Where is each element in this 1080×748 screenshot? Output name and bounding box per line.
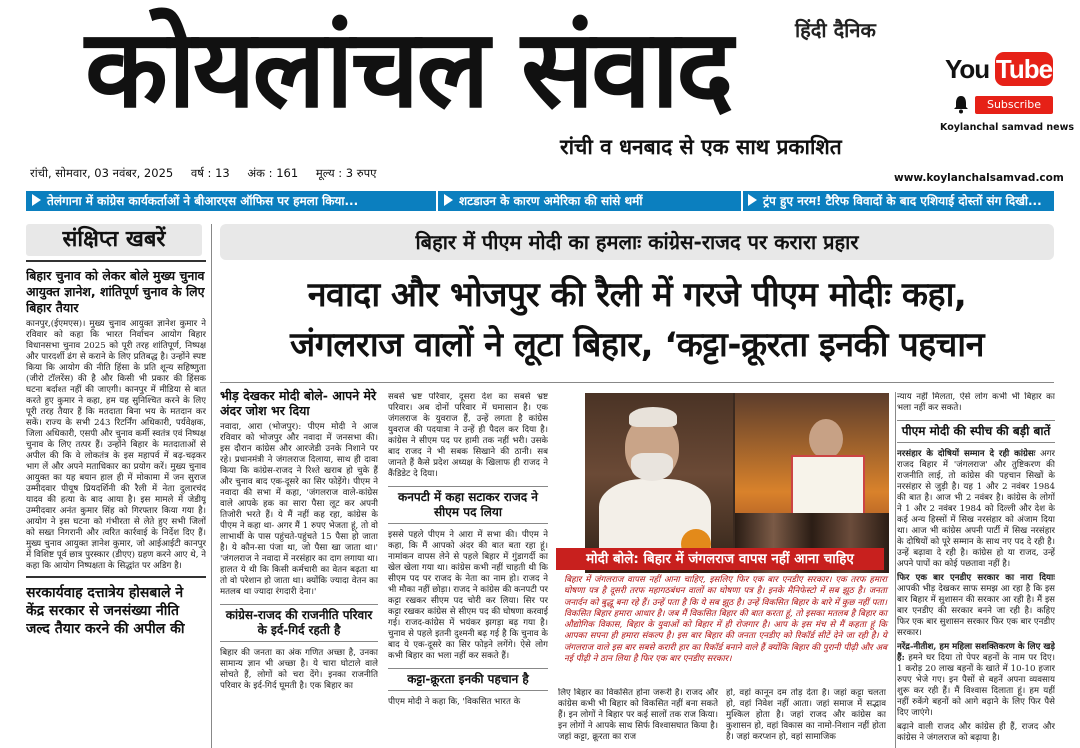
play-arrow-icon: [444, 194, 453, 206]
ticker-item[interactable]: तेलंगाना में कांग्रेस कार्यकर्ताओं ने बीआरएस ऑफिस पर हमला किया...: [32, 191, 358, 211]
column-body: पीएम मोदी ने कहा कि, 'विकसित भारत के: [388, 697, 521, 707]
place-date: रांची, सोमवार, 03 नवंबर, 2025: [30, 166, 174, 180]
column-body: न्याय नहीं मिलता, ऐसे लोग कभी भी बिहार का भला नहीं कर सकते।: [897, 392, 1055, 413]
section-headline: भीड़ देखकर मोदी बोले- आपने मेरे अंदर जोश भर दिया: [220, 388, 377, 418]
highlight-point: नरसंहार के दोषियों सम्मान दे रही कांग्रेसः अगर राजद बिहार में 'जंगलराज' और तुष्टिकरण की राजनीति लाई, तो कांग्रेस की पहचान सिखों के नरसंहार से जुड़ी है। यह 1 और 2 नवंबर 1984 की बात है। आज भी 2 नवंबर है। कांग्रेस के लोगों ने 1 और 2 नवंबर 1984 को दिल्ली और देश के कई अन्य हिस्सों में सिख नरसंहार को अंजाम दिया था। आज भी कांग्रेस अपनी पार्टी में सिख नरसंहार के दोषियों को पूरे सम्मान के साथ नए पद दे रही है। उन्हें बढ़ावा दे रही है। कांग्रेस हो या राजद, उन्हें अपने पापों का कोई पछतावा नहीं है।: [897, 449, 1055, 569]
brief-story-body: कानपुर,(ईएमएस)। मुख्य चुनाव आयुक्त ज्ञानेश कुमार ने रविवार को कहा कि भारत निर्वाचन आयोग बिहार विधानसभा चुनाव 2025 को पूरी तरह शांतिपूर्ण, निष्पक्ष और पारदर्शी ढंग से कराने के लिए प्रतिबद्ध है। उन्होंने स्पष्ट किया कि आयोग की नीति हिंसा के प्रति शून्य सहिष्णुता (जीरो टॉलरेंस) की है और किसी भी प्रकार की हिंसक घटना बर्दाश्त नहीं की जाएगी। कानपुर में मीडिया से बात करते हुए कुमार ने कहा, हम यह सुनिश्चित करने के लिए पूरी तरह तैयार हैं कि मतदाता बिना भय के मतदान कर सकें। राज्य के सभी 243 रिटर्निंग अधिकारी, पर्यवेक्षक, जिला अधिकारी, एसपी और चुनाव कर्मी स्वतंत्र एवं निष्पक्ष चुनाव के लिए तत्पर हैं। उन्होंने बिहार के मतदाताओं से अपील की कि वे लोकतंत्र के इस महापर्व में बढ़-चढ़कर भाग लें और अपने मताधिकार का प्रयोग करें। मुख्य चुनाव आयुक्त का यह बयान हाल ही में मोकामा में जन सुराज उम्मीदवार पीयूष प्रियदर्शिनी की रैली में नेता दुलारचंद यादव की हत्या के बाद आया है। इस मामले में जेडीयू उम्मीदवार अनंत कुमार सिंह को गिरफ्तार किया गया है। आयोग ने इस घटना को गंभीरता से लेते हुए सभी जिलों को सख्त निगरानी और त्वरित कार्रवाई के निर्देश दिए हैं। मुख्य चुनाव आयुक्त ज्ञानेश कुमार, जो आईआईटी कानपुर में विशिष्ट पूर्व छात्र पुरस्कार (डीएए) ग्रहण करने आए थे, ने कहा कि आयोग निष्पक्षता के सिद्धांत पर अडिग है।: [26, 319, 206, 571]
subheading: कनपटी में कहा सटाकर राजद ने सीएम पद लिया: [388, 486, 548, 524]
column-body: बिहार की जनता का अंक गणित अच्छा है, उनका सामान्य ज्ञान भी अच्छा है। ये चारा घोटाले वाले सोचते हैं, लोगों को चरा देंगे। इनका राजनीति परिवार के इर्द-गिर्द घूमती है। एक बिहार का: [220, 648, 378, 691]
column-body: लिए बिहार का विकसित होना जरूरी है। राजद और कांग्रेस कभी भी बिहार को विकसित नहीं बना सकते हैं। इन लोगों ने बिहार पर कई सालों तक राज किया। इन लोगों ने आपके साथ सिर्फ विश्वासघात किया है। जहां कट्टा, क्रूरता का राज: [558, 688, 718, 742]
column-rule: [211, 224, 212, 748]
ticker-divider: [741, 191, 743, 211]
column-body: हो, वहां कानून दम तोड़ देता है। जहां कट्टा चलता हो, वहां निवेश नहीं आता। जहां समाज में सद्भाव मुश्किल होता है। जहां राजद और कांग्रेस का कुशासन हो, वहां विकास का नामो-निशान नहीं होता है। जहां करप्शन हो, वहां सामाजिक: [726, 688, 886, 742]
highlight-point: नरेंद्र-नीतीश, हम महिला सशक्तिकरण के लिए खड़े हैं: हमने घर दिया तो पेपर बहनों के नाम पर दिए। 1 करोड़ 20 लाख बहनों के खाते में 10-10 हजार रुपए भेजे गए। इन पैसों से बहनें अपना व्यवसाय शुरू कर रही हैं। मैं विश्वास दिलाता हूं। हम यहीं नहीं रुकेंगे बहनों को आगे बढ़ाने के लिए फिर पैसे दिए जाएंगे।: [897, 642, 1055, 718]
youtube-handle: Koylanchal samvad news: [940, 122, 1075, 133]
column-body: इससे पहले पीएम ने आरा में सभा की। पीएम ने कहा, कि मैं आपको अंदर की बात बता रहा हूं। नामांकन वापस लेने से पहले बिहार में गुंडागर्दी का खेल खेला गया था। कांग्रेस कभी नहीं चाहती थी कि सीएम पद पर राजद के नेता का नाम हो। राजद ने भी मौका नहीं छोड़ा। राजद ने कांग्रेस की कनपटी पर कट्टा रखकर सीएम पद चोरी कर लिया। सिर पर कट्टा रखकर कांग्रेस से सीएम पद की घोषणा करवाई गई। राजद-कांग्रेस में भयंकर झगड़ा बढ़ गया है। चुनाव से पहले इतनी दुश्मनी बढ़ गई है कि चुनाव के बाद ये एक-दूसरे का सिर फोड़ने लगेंगे। ऐसे लोग कभी बिहार का भला नहीं कर सकते हैं।: [388, 530, 548, 661]
highlight-point: फिर एक बार एनडीए सरकार का नारा दियाः आपकी भीड़ देखकर साफ समझ आ रहा है कि इस बार बिहार में सुशासन की सरकार आ रही है। मैं इस बार एनडीए की सरकार बनने जा रही है। कहिए फिर एक बार सुशासन सरकार फिर एक बार एनडीए सरकार।: [897, 573, 1055, 638]
brief-news-header: संक्षिप्त खबरें: [26, 224, 202, 256]
ticker-item[interactable]: ट्रंप हुए नरम! टैरिफ विवादों के बाद एशियाई दोस्तों संग दिखी...: [748, 191, 1042, 211]
story-column-1: [220, 388, 378, 748]
paper-subtitle: हिंदी दैनिक: [795, 18, 876, 42]
brief-news-column: [26, 224, 206, 748]
price: मूल्य : 3 रुपए: [315, 166, 377, 180]
year: वर्ष : 13: [190, 166, 230, 180]
column-body: नवादा, आरा (भोजपुर): पीएम मोदी ने आज रविवार को भोजपुर और नवादा में जनसभा की। इस दौरान कांग्रेस और आरजेडी उनके निशाने पर रहे। प्रधानमंत्री ने जंगलराज दिलाया, साथ ही दावा किया कि कांग्रेस-राजद ने रिश्ते खराब हो चुके हैं और चुनाव बाद एक-दूसरे का सिर फोड़ेंगे। पीएम ने नवादा की सभा में कहा, 'जंगलराज वाले-कांग्रेस वाले आपके हक का सारा पैसा लूट कर अपनी तिजोरी भरते हैं। ये मैं नहीं कह रहा, कांग्रेस के पीएम ने कहा था- अगर मैं 1 रुपए भेजता हूं, तो वो लाभार्थी के पास पहुंचते-पहुंचते 15 पैसा हो जाता है। ये कौन-सा पंजा था, जो पैसा खा जाता था।' 'जंगलराज ने नवादा में नरसंहार का दाग लगाया था। हालत ये थी कि किसी कर्मचारी का वेतन बढ़ता था तो वो परेशान हो जाता था। क्योंकि ज्यादा वेतन का मतलब था ज्यादा रंगदारी देना।': [220, 422, 378, 597]
divider: [220, 382, 1054, 383]
column-body: सबसे भ्रष्ट परिवार, दूसरा देश का सबसे भ्रष्ट परिवार। अब दोनों परिवार में घमासान है। एक जंगलराज के युवराज हैं, उन्हें लगता है कांग्रेस युवराज की पदयात्रा ने उन्हें ही पैदल कर दिया है। कांग्रेस ने सीएम पद पर हामी तक नहीं भरी। उसके बाद राजद ने भी सबक सिखाने की ठानी। सब जानते हैं कैसे प्रदेश अध्यक्ष के खिलाफ ही राजद ने कैंडिडेट दे दिया।: [388, 392, 548, 479]
news-ticker: [26, 191, 1054, 211]
rally-photo: [585, 393, 889, 573]
photo-crowd: [735, 393, 889, 573]
story-column-3: [558, 688, 718, 748]
ticker-divider: [436, 191, 438, 211]
dateline: [30, 166, 391, 181]
speech-quote: बिहार में जंगलराज वापस नहीं आना चाहिए, इसलिए फिर एक बार एनडीए सरकार। एक तरफ हमारा घोषणा पत्र है दूसरी तरफ महागठबंधन वालों का घोषणा पत्र है। इनके मैनिफेस्टो में सब झूठ है। जनता जनार्दन को बुद्धू बना रहे हैं। उन्हें पता है कि ये सब झूठ है। उन्हें विकसित बिहार के बारे में कुछ नहीं पता। विकसित बिहार हमारा आधार है। जब मैं विकसित बिहार की बात करता हूं, तो इसका मतलब है बिहार का औद्योगिक विकास, बिहार के युवाओं को बिहार में ही रोजगार है। आप के इस मंच से मैं कहता हूं कि आपका सपना ही हमारा संकल्प है। इस बार बिहार की जनता एनडीए को रिकॉर्ड सीटें देने जा रही है। ये जंगलराज वाले इस बार सबसे करारी हार का रिकॉर्ड बनाने वाले हैं क्योंकि बिहार की पुरानी पीढ़ी और अब नई पीढ़ी ने ठान लिया है फिर एक बार एनडीए सरकार।: [564, 575, 887, 665]
subscribe-button[interactable]: Subscribe: [975, 96, 1053, 114]
subheading: कट्टा-क्रूरता इनकी पहचान है: [388, 668, 548, 691]
play-arrow-icon: [32, 194, 41, 206]
column-body: बढ़ाने वाली राजद और कांग्रेस ही हैं, राजद और कांग्रेस ने जंगलराज को बढ़ाया है।: [897, 722, 1055, 743]
website-link[interactable]: www.koylanchalsamvad.com: [894, 172, 1064, 184]
brief-story-headline[interactable]: सरकार्यवाह दत्तात्रेय होसबाले ने केंद्र सरकार से जनसंख्या नीति जल्द तैयार करने की अपील की: [26, 585, 185, 637]
youtube-logo-tube: Tube: [995, 54, 1053, 84]
story-column-2: [388, 392, 548, 748]
youtube-logo-text: You: [945, 54, 990, 84]
highlights-column: [897, 392, 1055, 748]
youtube-logo[interactable]: [945, 52, 1053, 90]
lead-headline[interactable]: नवादा और भोजपुर की रैली में गरजे पीएम मोदीः कहा, जंगलराज वालों ने लूटा बिहार, ‘कट्टा-क्रूरता इनकी पहचान: [290, 275, 984, 365]
story-column-4: [726, 688, 886, 748]
brief-story-headline[interactable]: बिहार चुनाव को लेकर बोले मुख्य चुनाव आयुक्त ज्ञानेश, शांतिपूर्ण चुनाव के लिए बिहार तैयार: [26, 268, 205, 315]
tagline: रांची व धनबाद से एक साथ प्रकाशित: [560, 135, 842, 159]
photo-speaker: [585, 393, 733, 573]
masthead-title: कोयलांचल संवाद: [85, 7, 731, 132]
highlights-header: पीएम मोदी की स्पीच की बड़ी बातें: [897, 420, 1055, 443]
lead-kicker: बिहार में पीएम मोदी का हमलाः कांग्रेस-राजद पर करारा प्रहार: [220, 224, 1054, 260]
subheading: कांग्रेस-राजद की राजनीति परिवार के इर्द-गिर्द रहती है: [220, 604, 378, 642]
column-rule: [895, 392, 896, 748]
issue-number: अंक : 161: [247, 166, 299, 180]
divider: [26, 576, 206, 578]
ticker-item[interactable]: शटडाउन के कारण अमेरिका की सांसे थमीं: [444, 191, 642, 211]
photo-caption: मोदी बोले: बिहार में जंगलराज वापस नहीं आना चाहिए: [556, 548, 884, 570]
divider: [26, 260, 206, 262]
bell-icon: [952, 94, 970, 114]
play-arrow-icon: [748, 194, 757, 206]
